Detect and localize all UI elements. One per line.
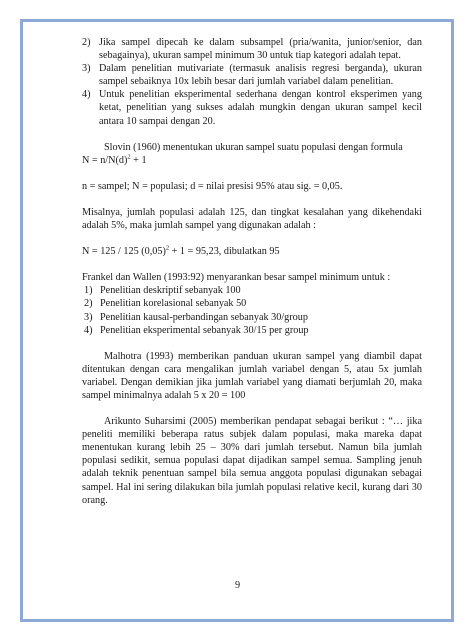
list-number: 2) <box>82 37 91 48</box>
list-number: 2) <box>84 298 93 310</box>
list-text: Jika sampel dipecah ke dalam subsampel (pria/wanita, junior/senior, dan sebagainya), ukuran sampel minimum 30 untuk tiap kategori adalah tepat. <box>99 37 422 62</box>
list-item <box>82 311 422 324</box>
formula-definitions: n = sampel; N = populasi; d = nilai presisi 95% atau sig. = 0,05. <box>82 180 343 192</box>
list-text: Dalam penelitian mutivariate (termasuk analisis regresi berganda), ukuran sampel sebaiknya 10x lebih besar dari jumlah variabel dalam penelitian. <box>99 63 422 88</box>
list-number: 4) <box>84 324 93 336</box>
page-content <box>82 36 422 507</box>
example-paragraph: Misalnya, jumlah populasi adalah 125, dan tingkat kesalahan yang dikehendaki adalah 5%, maka jumlah sampel yang digunakan adalah : <box>82 206 422 232</box>
arikunto-paragraph: Arikunto Suharsimi (2005) memberikan pendapat sebagai berikut : “… jika peneliti memiliki beberapa ratus subjek dalam populasi, maka mareka dapat menentukan kurang lebih 25 – 30% dari jumlah tersebut. Namun bila jumlah populasi sedikit, semua populasi dapat dijadikan sampel semua. Sampling jenuh adalah teknik penentuan sampel bila semua anggota populasi digunakan sebagai sampel. Hal ini sering dilakukan bila jumlah populasi relative kecil, kurang dari 30 orang. <box>82 416 422 506</box>
list-item <box>82 324 422 337</box>
list-item <box>82 88 422 127</box>
formula-base: N = n/N(d) <box>82 154 128 166</box>
list-number: 3) <box>84 311 93 323</box>
list-item <box>82 62 422 88</box>
list-text: Penelitian eksperimental sebanyak 30/15 per group <box>100 324 309 336</box>
example-calculation <box>82 245 422 258</box>
criteria-list <box>82 36 422 128</box>
formula-tail: + 1 <box>130 154 147 166</box>
list-text: Penelitian korelasional sebanyak 50 <box>100 298 247 310</box>
list-number: 4) <box>82 89 91 101</box>
list-item <box>82 36 422 62</box>
slovin-paragraph: Slovin (1960) menentukan ukuran sampel suatu populasi dengan formula <box>104 141 403 153</box>
formula-exponent: 2 <box>127 153 131 161</box>
frankel-list <box>82 284 422 336</box>
calc-tail: + 1 = 95,23, dibulatkan 95 <box>169 246 280 258</box>
list-number: 3) <box>82 63 91 75</box>
list-text: Penelitian kausal-perbandingan sebanyak 30/group <box>100 311 308 323</box>
calc-exponent: 2 <box>165 244 170 252</box>
list-item <box>82 284 422 297</box>
page-number: 9 <box>234 580 241 591</box>
list-number: 1) <box>84 285 93 297</box>
list-text: Penelitian deskriptif sebanyak 100 <box>100 285 241 297</box>
malhotra-paragraph: Malhotra (1993) memberikan panduan ukuran sampel yang diambil dapat ditentukan dengan cara mengalikan jumlah variabel dengan 5, atau 5x jumlah variabel. Dengan demikian jika jumlah variabel yang diamati berjumlah 20, maka sampel minimalnya adalah 5 x 20 = 100 <box>82 350 422 401</box>
list-item <box>82 297 422 310</box>
frankel-intro: Frankel dan Wallen (1993:92) menyarankan besar sampel minimum untuk : <box>82 272 391 284</box>
slovin-formula <box>82 154 422 167</box>
calc-base: N = 125 / 125 (0,05) <box>82 246 166 258</box>
list-text: Untuk penelitian eksperimental sederhana dengan kontrol eksperimen yang ketat, penelitian yang sukses adalah mungkin dengan ukuran sampel kecil antara 10 sampai dengan 20. <box>99 89 422 127</box>
